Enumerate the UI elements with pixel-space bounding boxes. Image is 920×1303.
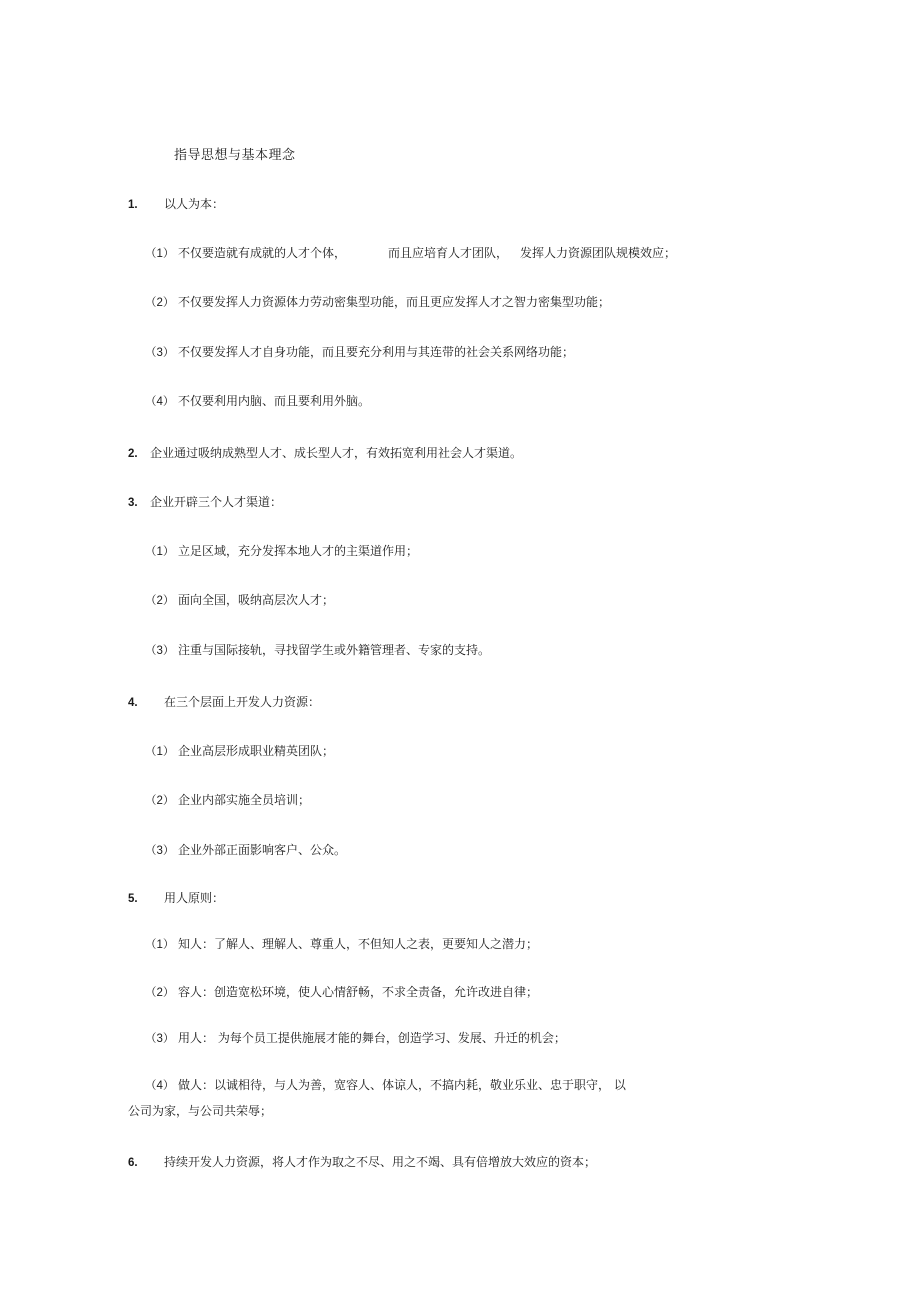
- list-item: [145, 342, 574, 363]
- item-number: （1）: [145, 746, 175, 758]
- section-heading: 持续开发人力资源，将人才作为取之不尽、用之不竭、具有倍增放大效应的资本；: [164, 1155, 597, 1169]
- list-item: [145, 243, 676, 264]
- list-item: [145, 790, 310, 811]
- list-item: [145, 541, 418, 562]
- list-item: [145, 391, 370, 412]
- item-text: 面向全国，吸纳高层次人才；: [178, 593, 335, 607]
- list-item: [145, 590, 334, 611]
- item-text: 不仅要发挥人力资源体力劳动密集型功能，而且更应发挥人才之智力密集型功能；: [178, 295, 611, 309]
- section-number: 6.: [128, 1157, 138, 1169]
- item-number: （1）: [145, 546, 175, 558]
- section-number: 4.: [128, 697, 138, 709]
- section-6: [128, 1152, 596, 1173]
- item-text: 用人： 为每个员工提供施展才能的舞台，创造学习、发展、升迁的机会；: [178, 1031, 566, 1045]
- list-item: [145, 934, 538, 955]
- item-number: （4）: [145, 396, 175, 408]
- section-3: [128, 492, 282, 513]
- item-number: （3）: [145, 845, 175, 857]
- list-item: [145, 1075, 626, 1096]
- item-text: 企业高层形成职业精英团队；: [178, 744, 335, 758]
- section-number: 1.: [128, 199, 138, 211]
- section-1: [128, 194, 224, 215]
- list-item: [145, 741, 334, 762]
- item-text-part: 发挥人力资源团队规模效应；: [520, 246, 677, 260]
- section-heading: 企业开辟三个人才渠道：: [150, 495, 283, 509]
- item-text: 不仅要利用内脑、而且要利用外脑。: [178, 394, 371, 408]
- item-text-part: 不仅要造就有成就的人才个体，: [178, 246, 347, 260]
- document-title: 指导思想与基本理念: [174, 148, 296, 163]
- section-heading: 用人原则：: [164, 891, 225, 905]
- item-text: 容人：创造宽松环境，使人心情舒畅，不求全责备，允许改进自律；: [178, 985, 539, 999]
- item-number: （3）: [145, 347, 175, 359]
- item-number: （3）: [145, 1033, 175, 1045]
- section-number: 3.: [128, 497, 138, 509]
- list-item: [145, 982, 538, 1003]
- item-text-part: 而且应培育人才团队，: [388, 246, 509, 260]
- section-number: 2.: [128, 448, 138, 460]
- section-heading: 企业通过吸纳成熟型人才、成长型人才，有效拓宽利用社会人才渠道。: [150, 446, 523, 460]
- item-number: （2）: [145, 795, 175, 807]
- item-text: 注重与国际接轨，寻找留学生或外籍管理者、专家的支持。: [178, 643, 491, 657]
- item-text: 不仅要发挥人才自身功能，而且要充分利用与其连带的社会关系网络功能；: [178, 345, 575, 359]
- item-number: （2）: [145, 595, 175, 607]
- item-number: （4）: [145, 1080, 175, 1092]
- item-number: （1）: [145, 939, 175, 951]
- section-4: [128, 692, 320, 713]
- list-item: [145, 840, 346, 861]
- list-item: [145, 640, 490, 661]
- item-text: 知人：了解人、理解人、尊重人，不但知人之表，更要知人之潜力；: [178, 937, 539, 951]
- list-item-continuation: 公司为家，与公司共荣辱；: [128, 1104, 273, 1118]
- item-text: 企业内部实施全员培训；: [178, 793, 311, 807]
- section-2: [128, 443, 522, 464]
- item-number: （1）: [145, 248, 175, 260]
- section-heading: 以人为本：: [164, 197, 225, 211]
- item-text: 立足区域，充分发挥本地人才的主渠道作用；: [178, 544, 419, 558]
- item-text: 做人：以诚相待，与人为善，宽容人、体谅人，不搞内耗，敬业乐业、忠于职守， 以: [178, 1078, 626, 1092]
- item-text: 企业外部正面影响客户、公众。: [178, 843, 347, 857]
- item-number: （2）: [145, 297, 175, 309]
- item-number: （3）: [145, 645, 175, 657]
- section-5: [128, 888, 224, 909]
- list-item: [145, 292, 610, 313]
- section-number: 5.: [128, 893, 138, 905]
- section-heading: 在三个层面上开发人力资源：: [164, 695, 321, 709]
- item-number: （2）: [145, 987, 175, 999]
- list-item: [145, 1028, 566, 1049]
